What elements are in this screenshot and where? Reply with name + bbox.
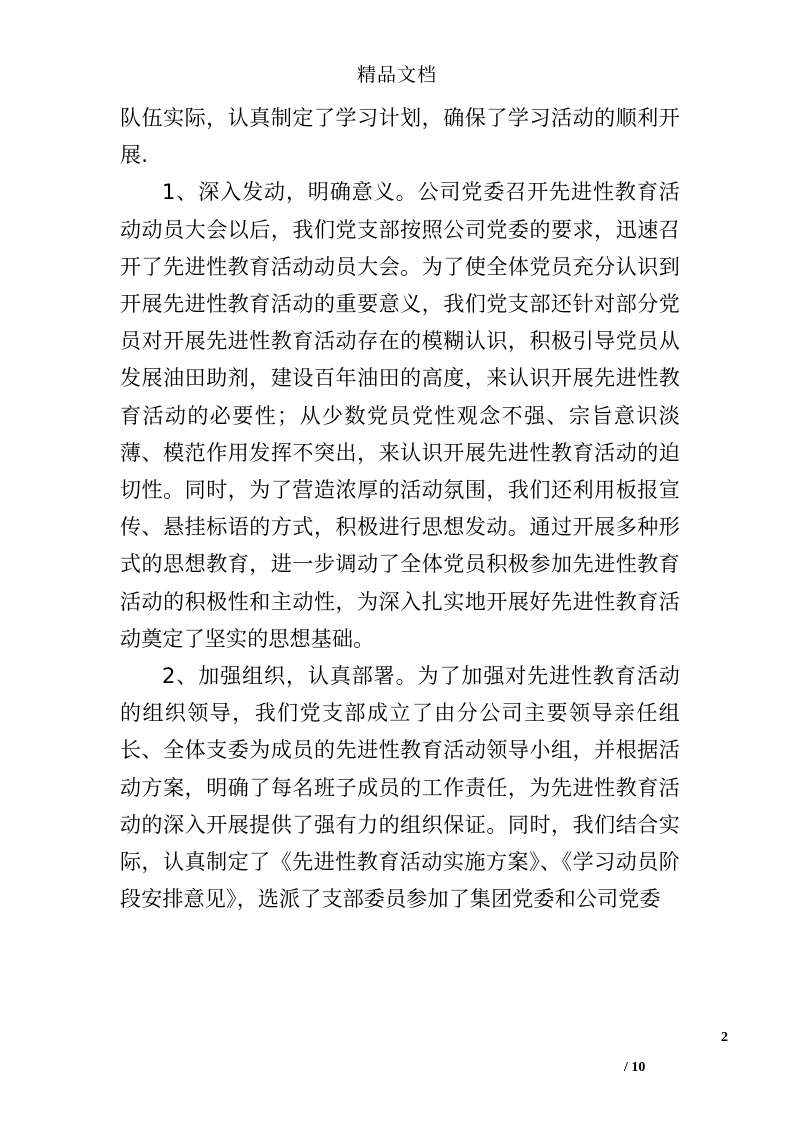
document-body [120, 100, 680, 918]
page-number: 2 [721, 1030, 728, 1045]
page-total: / 10 [624, 1060, 646, 1075]
paragraph-section-1: 1、深入发动，明确意义。公司党委召开先进性教育活动动员大会以后，我们党支部按照公司党委的要求，迅速召开了先进性教育活动动员大会。为了使全体党员充分认识到开展先进性教育活动的重要意义，我们党支部还针对部分党员对开展先进性教育活动存在的模糊认识，积极引导党员从发展油田助剂，建设百年油田的高度，来认识开展先进性教育活动的必要性；从少数党员党性观念不强、宗旨意识淡薄、模范作用发挥不突出，来认识开展先进性教育活动的迫切性。同时，为了营造浓厚的活动氛围，我们还利用板报宣传、悬挂标语的方式，积极进行思想发动。通过开展多种形式的思想教育，进一步调动了全体党员积极参加先进性教育活动的积极性和主动性，为深入扎实地开展好先进性教育活动奠定了坚实的思想基础。 [120, 180, 680, 651]
paragraph-continuation: 队伍实际，认真制定了学习计划，确保了学习活动的顺利开展. [120, 106, 680, 168]
paragraph-section-2: 2、加强组织，认真部署。为了加强对先进性教育活动的组织领导，我们党支部成立了由分公司主要领导亲任组长、全体支委为成员的先进性教育活动领导小组，并根据活动方案，明确了每名班子成员的工作责任，为先进性教育活动的深入开展提供了强有力的组织保证。同时，我们结合实际，认真制定了《先进性教育活动实施方案》、《学习动员阶段安排意见》，选派了支部委员参加了集团党委和公司党委 [120, 664, 680, 912]
page-header-title: 精品文档 [356, 64, 437, 86]
